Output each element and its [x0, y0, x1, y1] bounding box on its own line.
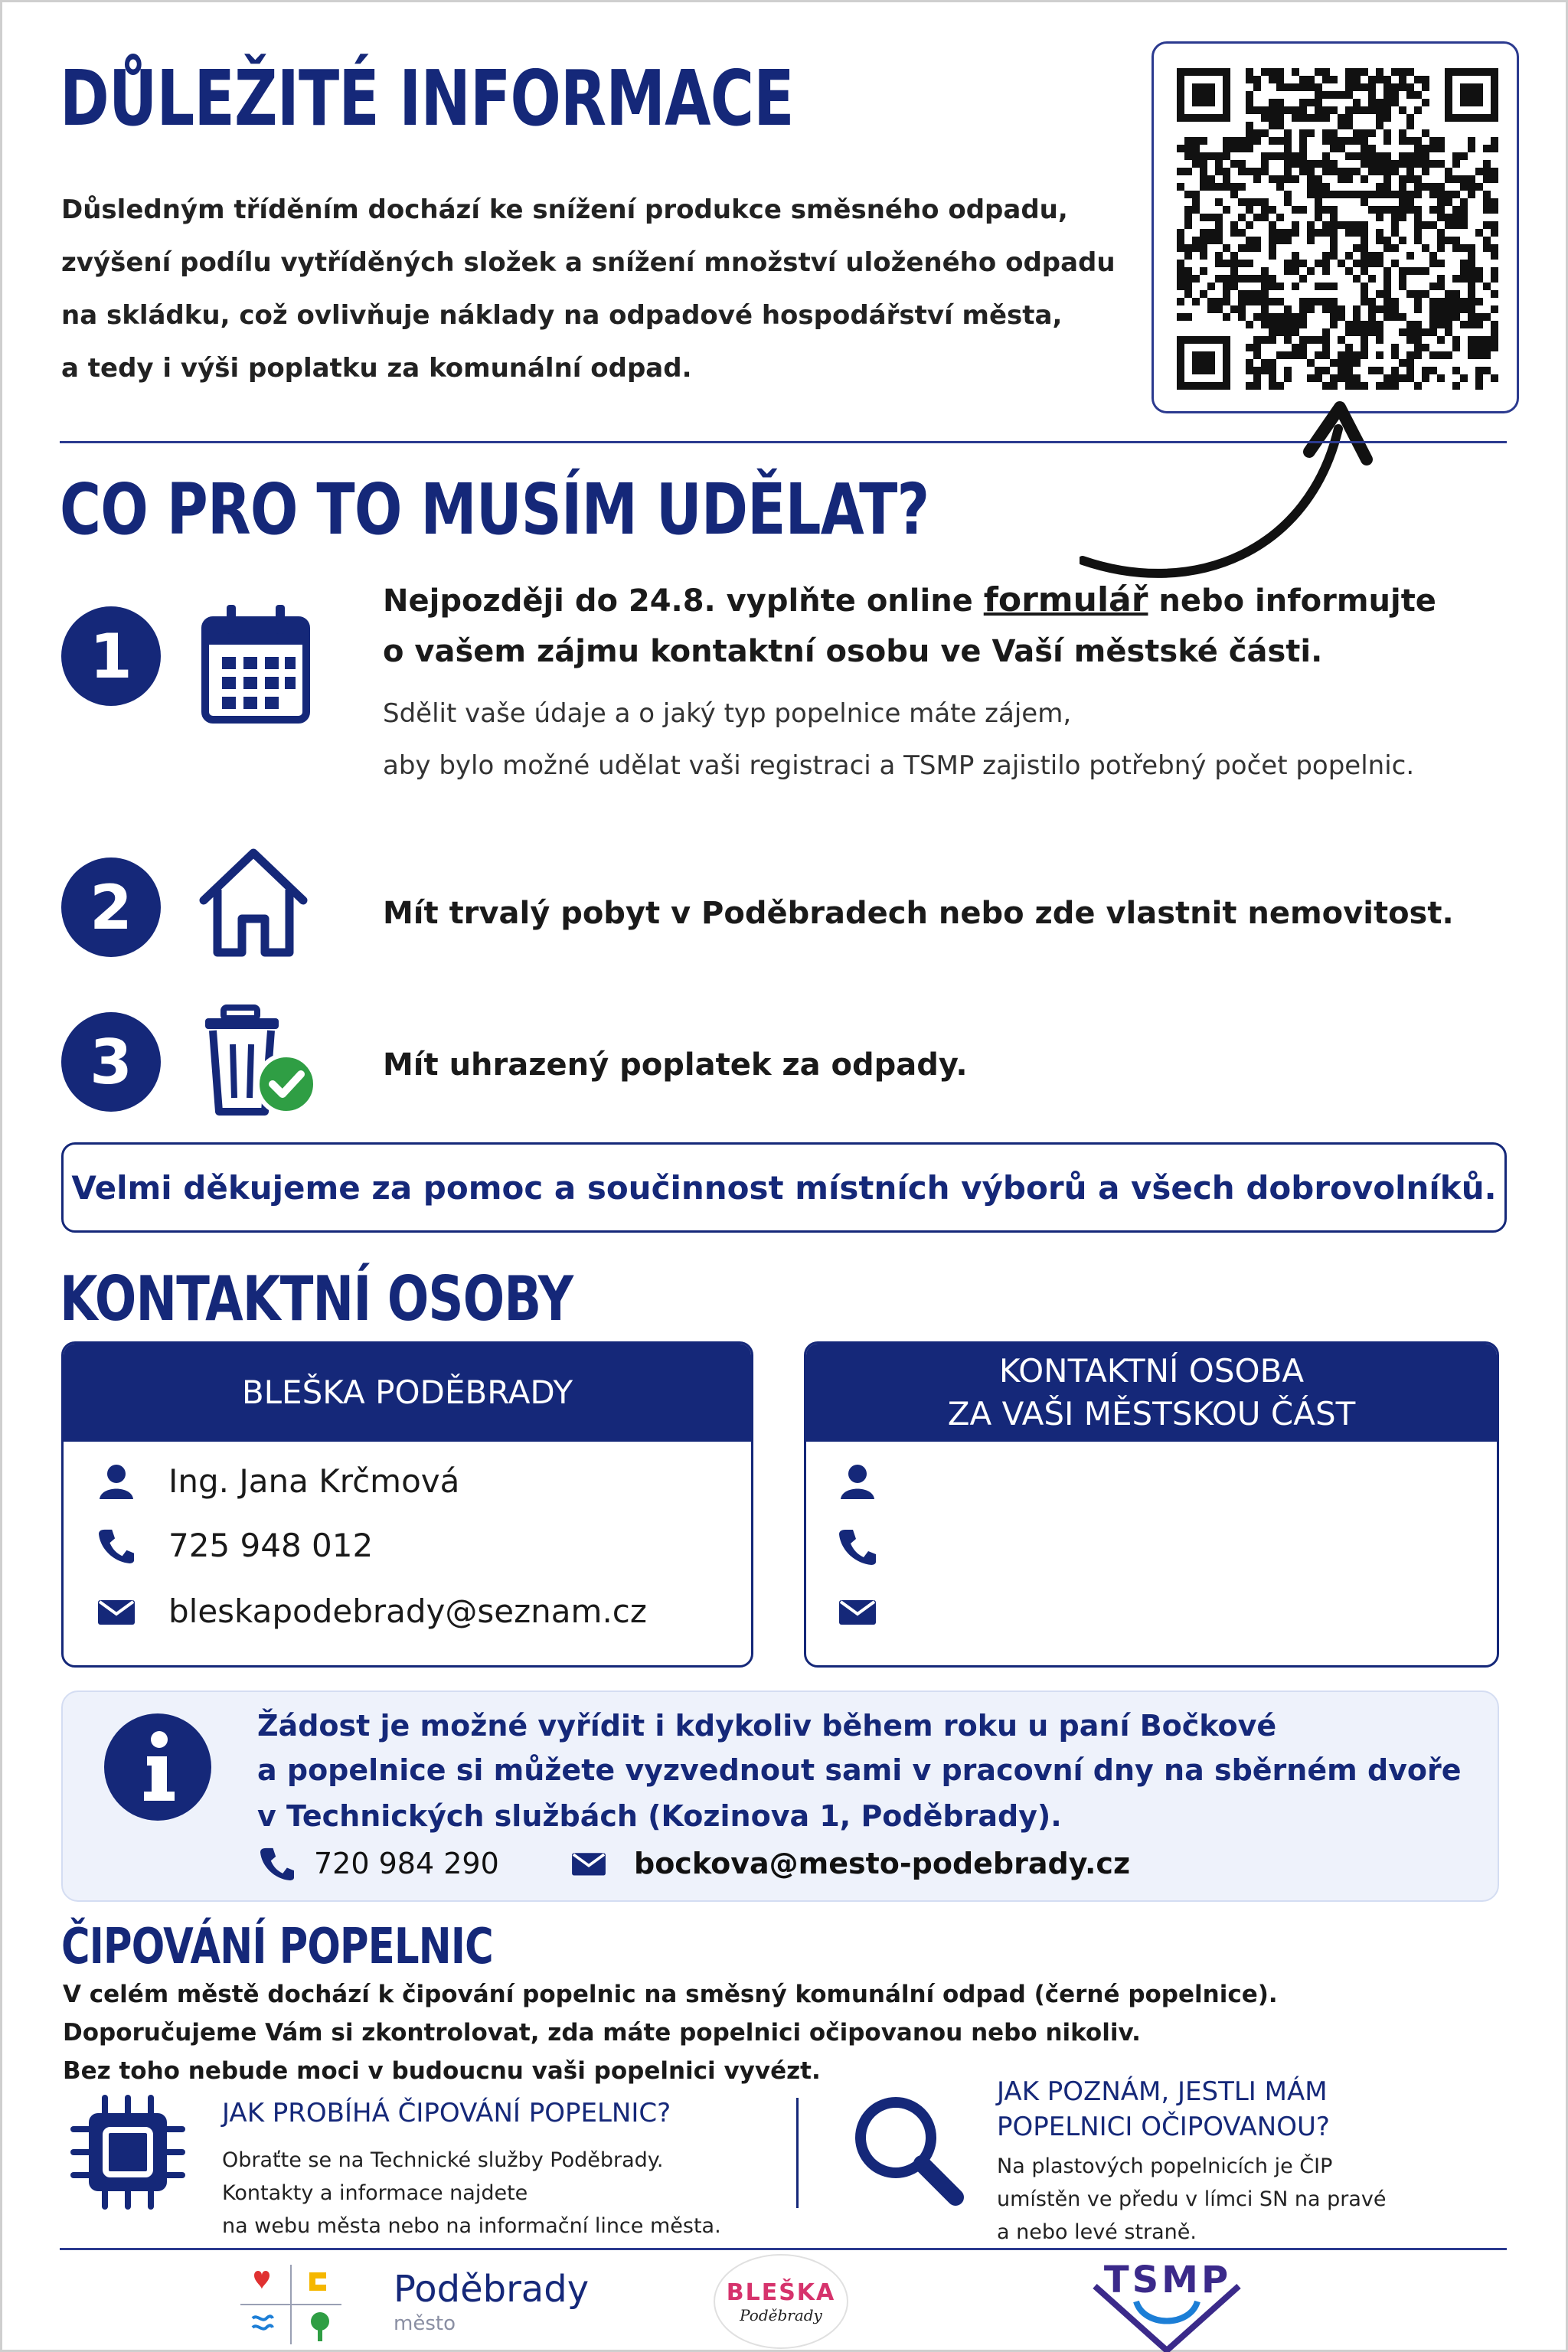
step2-text: Mít trvalý pobyt v Poděbradech nebo zde vlastnit nemovitost.	[383, 896, 1454, 931]
step-number-3: 3	[61, 1012, 161, 1112]
info-line3: v Technických službách (Kozinova 1, Poděbrady).	[257, 1799, 1062, 1833]
step3-text: Mít uhrazený poplatek za odpady.	[383, 1047, 968, 1083]
intro-text	[61, 184, 1116, 395]
vertical-divider	[796, 2098, 799, 2208]
chips-check-line: a nebo levé straně.	[997, 2220, 1197, 2244]
bleska-logo	[714, 2254, 848, 2349]
step-number-2: 2	[61, 858, 161, 957]
contact-name: Ing. Jana Krčmová	[168, 1462, 460, 1500]
phone-icon	[260, 1847, 294, 1880]
chips-how-text	[222, 2144, 721, 2243]
section-title-steps: CO PRO TO MUSÍM UDĚLAT?	[60, 469, 929, 550]
podebrady-logo-icon	[230, 2259, 352, 2350]
chips-check-heading2: POPELNICI OČIPOVANOU?	[997, 2112, 1330, 2142]
contact-name-row	[98, 1462, 459, 1500]
contact-card-district	[804, 1341, 1499, 1668]
section-title-contacts: KONTAKTNÍ OSOBY	[60, 1263, 573, 1334]
chips-how-line: Obraťte se na Technické služby Poděbrady.	[222, 2148, 664, 2172]
user-icon	[839, 1464, 876, 1499]
bleska-logo-sub: Poděbrady	[740, 2305, 822, 2324]
step1-text-before: Nejpozději do 24.8. vyplňte online	[383, 583, 984, 619]
contact-phone-row	[98, 1527, 373, 1564]
user-icon	[98, 1464, 135, 1499]
info-line1: Žádost je možné vyřídit i kdykoliv během roku u paní Bočkové	[257, 1709, 1277, 1743]
trash-check-icon	[201, 1004, 323, 1119]
chips-intro	[63, 1975, 1278, 2090]
chips-how-line: na webu města nebo na informační lince města.	[222, 2214, 721, 2238]
phone-icon	[839, 1528, 876, 1565]
contact-card-header	[64, 1344, 751, 1442]
step-number-1: 1	[61, 606, 161, 706]
bleska-logo-text: BLEŠKA	[726, 2278, 836, 2306]
chip-icon	[70, 2095, 185, 2210]
chips-line: Bez toho nebude moci v budoucnu vaši popelnici vyvézt.	[63, 2057, 821, 2085]
chips-line: Doporučujeme Vám si zkontrolovat, zda máte popelnici očipovanou nebo nikoliv.	[63, 2019, 1141, 2047]
mail-icon	[839, 1594, 876, 1629]
section-title-chips: ČIPOVÁNÍ POPELNIC	[61, 1919, 493, 1975]
info-line2: a popelnice si můžete vyzvednout sami v pracovní dny na sběrném dvoře	[257, 1753, 1462, 1787]
qr-code-box[interactable]	[1152, 41, 1519, 413]
intro-line: a tedy i výši poplatku za komunální odpad.	[61, 353, 692, 384]
city-name: Poděbrady	[394, 2268, 590, 2311]
chips-how-heading: JAK PROBÍHÁ ČIPOVÁNÍ POPELNIC?	[222, 2098, 671, 2128]
contact-email[interactable]: bleskapodebrady@seznam.cz	[168, 1592, 647, 1630]
step1-line1	[383, 580, 1436, 619]
chips-how-line: Kontakty a informace najdete	[222, 2181, 528, 2205]
mail-icon	[571, 1847, 606, 1880]
contact-card-header	[806, 1344, 1497, 1442]
intro-line: na skládku, což ovlivňuje náklady na odpadové hospodářství města,	[61, 300, 1063, 331]
mail-icon	[98, 1594, 135, 1629]
thanks-banner	[61, 1142, 1507, 1233]
thanks-text: Velmi děkujeme za pomoc a součinnost místních výborů a všech dobrovolníků.	[71, 1168, 1497, 1207]
city-subtitle: město	[394, 2312, 456, 2335]
form-link[interactable]: formulář	[983, 580, 1148, 619]
info-phone-row	[260, 1847, 499, 1880]
footer-divider	[60, 2248, 1507, 2250]
divider	[60, 441, 1507, 443]
contact-card-title-line2: ZA VAŠI MĚSTSKOU ČÁST	[947, 1395, 1356, 1432]
chips-check-line: Na plastových popelnicích je ČIP	[997, 2154, 1333, 2178]
phone-icon	[98, 1528, 135, 1563]
info-email[interactable]: bockova@mesto-podebrady.cz	[634, 1847, 1131, 1880]
contact-email-row	[98, 1592, 647, 1630]
arrow-to-qr-icon	[1080, 398, 1386, 582]
info-icon	[103, 1712, 213, 1822]
qr-code[interactable]	[1177, 68, 1498, 390]
contact-card-title: BLEŠKA PODĚBRADY	[241, 1374, 573, 1411]
step1-detail1: Sdělit vaše údaje a o jaký typ popelnice máte zájem,	[383, 698, 1072, 729]
info-email-row	[571, 1847, 1130, 1880]
intro-line: zvýšení podílu vytříděných složek a snížení množství uloženého odpadu	[61, 247, 1116, 278]
contact-card-title-line1: KONTAKTNÍ OSOBA	[998, 1352, 1305, 1390]
tsmp-logo-text: TSMP	[1103, 2259, 1232, 2301]
contact-phone[interactable]: 725 948 012	[168, 1527, 374, 1564]
chips-check-heading1: JAK POZNÁM, JESTLI MÁM	[997, 2076, 1328, 2107]
info-phone[interactable]: 720 984 290	[314, 1847, 499, 1880]
chips-check-text	[997, 2150, 1386, 2249]
page-title: DŮLEŽITÉ INFORMACE	[60, 54, 794, 143]
intro-line: Důsledným tříděním dochází ke snížení produkce směsného odpadu,	[61, 194, 1068, 225]
calendar-icon	[201, 602, 311, 724]
house-icon	[196, 847, 311, 959]
step1-text-after: nebo informujte	[1148, 583, 1436, 619]
magnifier-icon	[850, 2092, 965, 2207]
step1-line2: o vašem zájmu kontaktní osobu ve Vaší městské části.	[383, 634, 1323, 669]
chips-check-line: umístěn ve předu v límci SN na pravé	[997, 2187, 1387, 2211]
chips-line: V celém městě dochází k čipování popelnic na směsný komunální odpad (černé popelnice).	[63, 1981, 1278, 2008]
step1-detail2: aby bylo možné udělat vaši registraci a TSMP zajistilo potřebný počet popelnic.	[383, 750, 1415, 781]
